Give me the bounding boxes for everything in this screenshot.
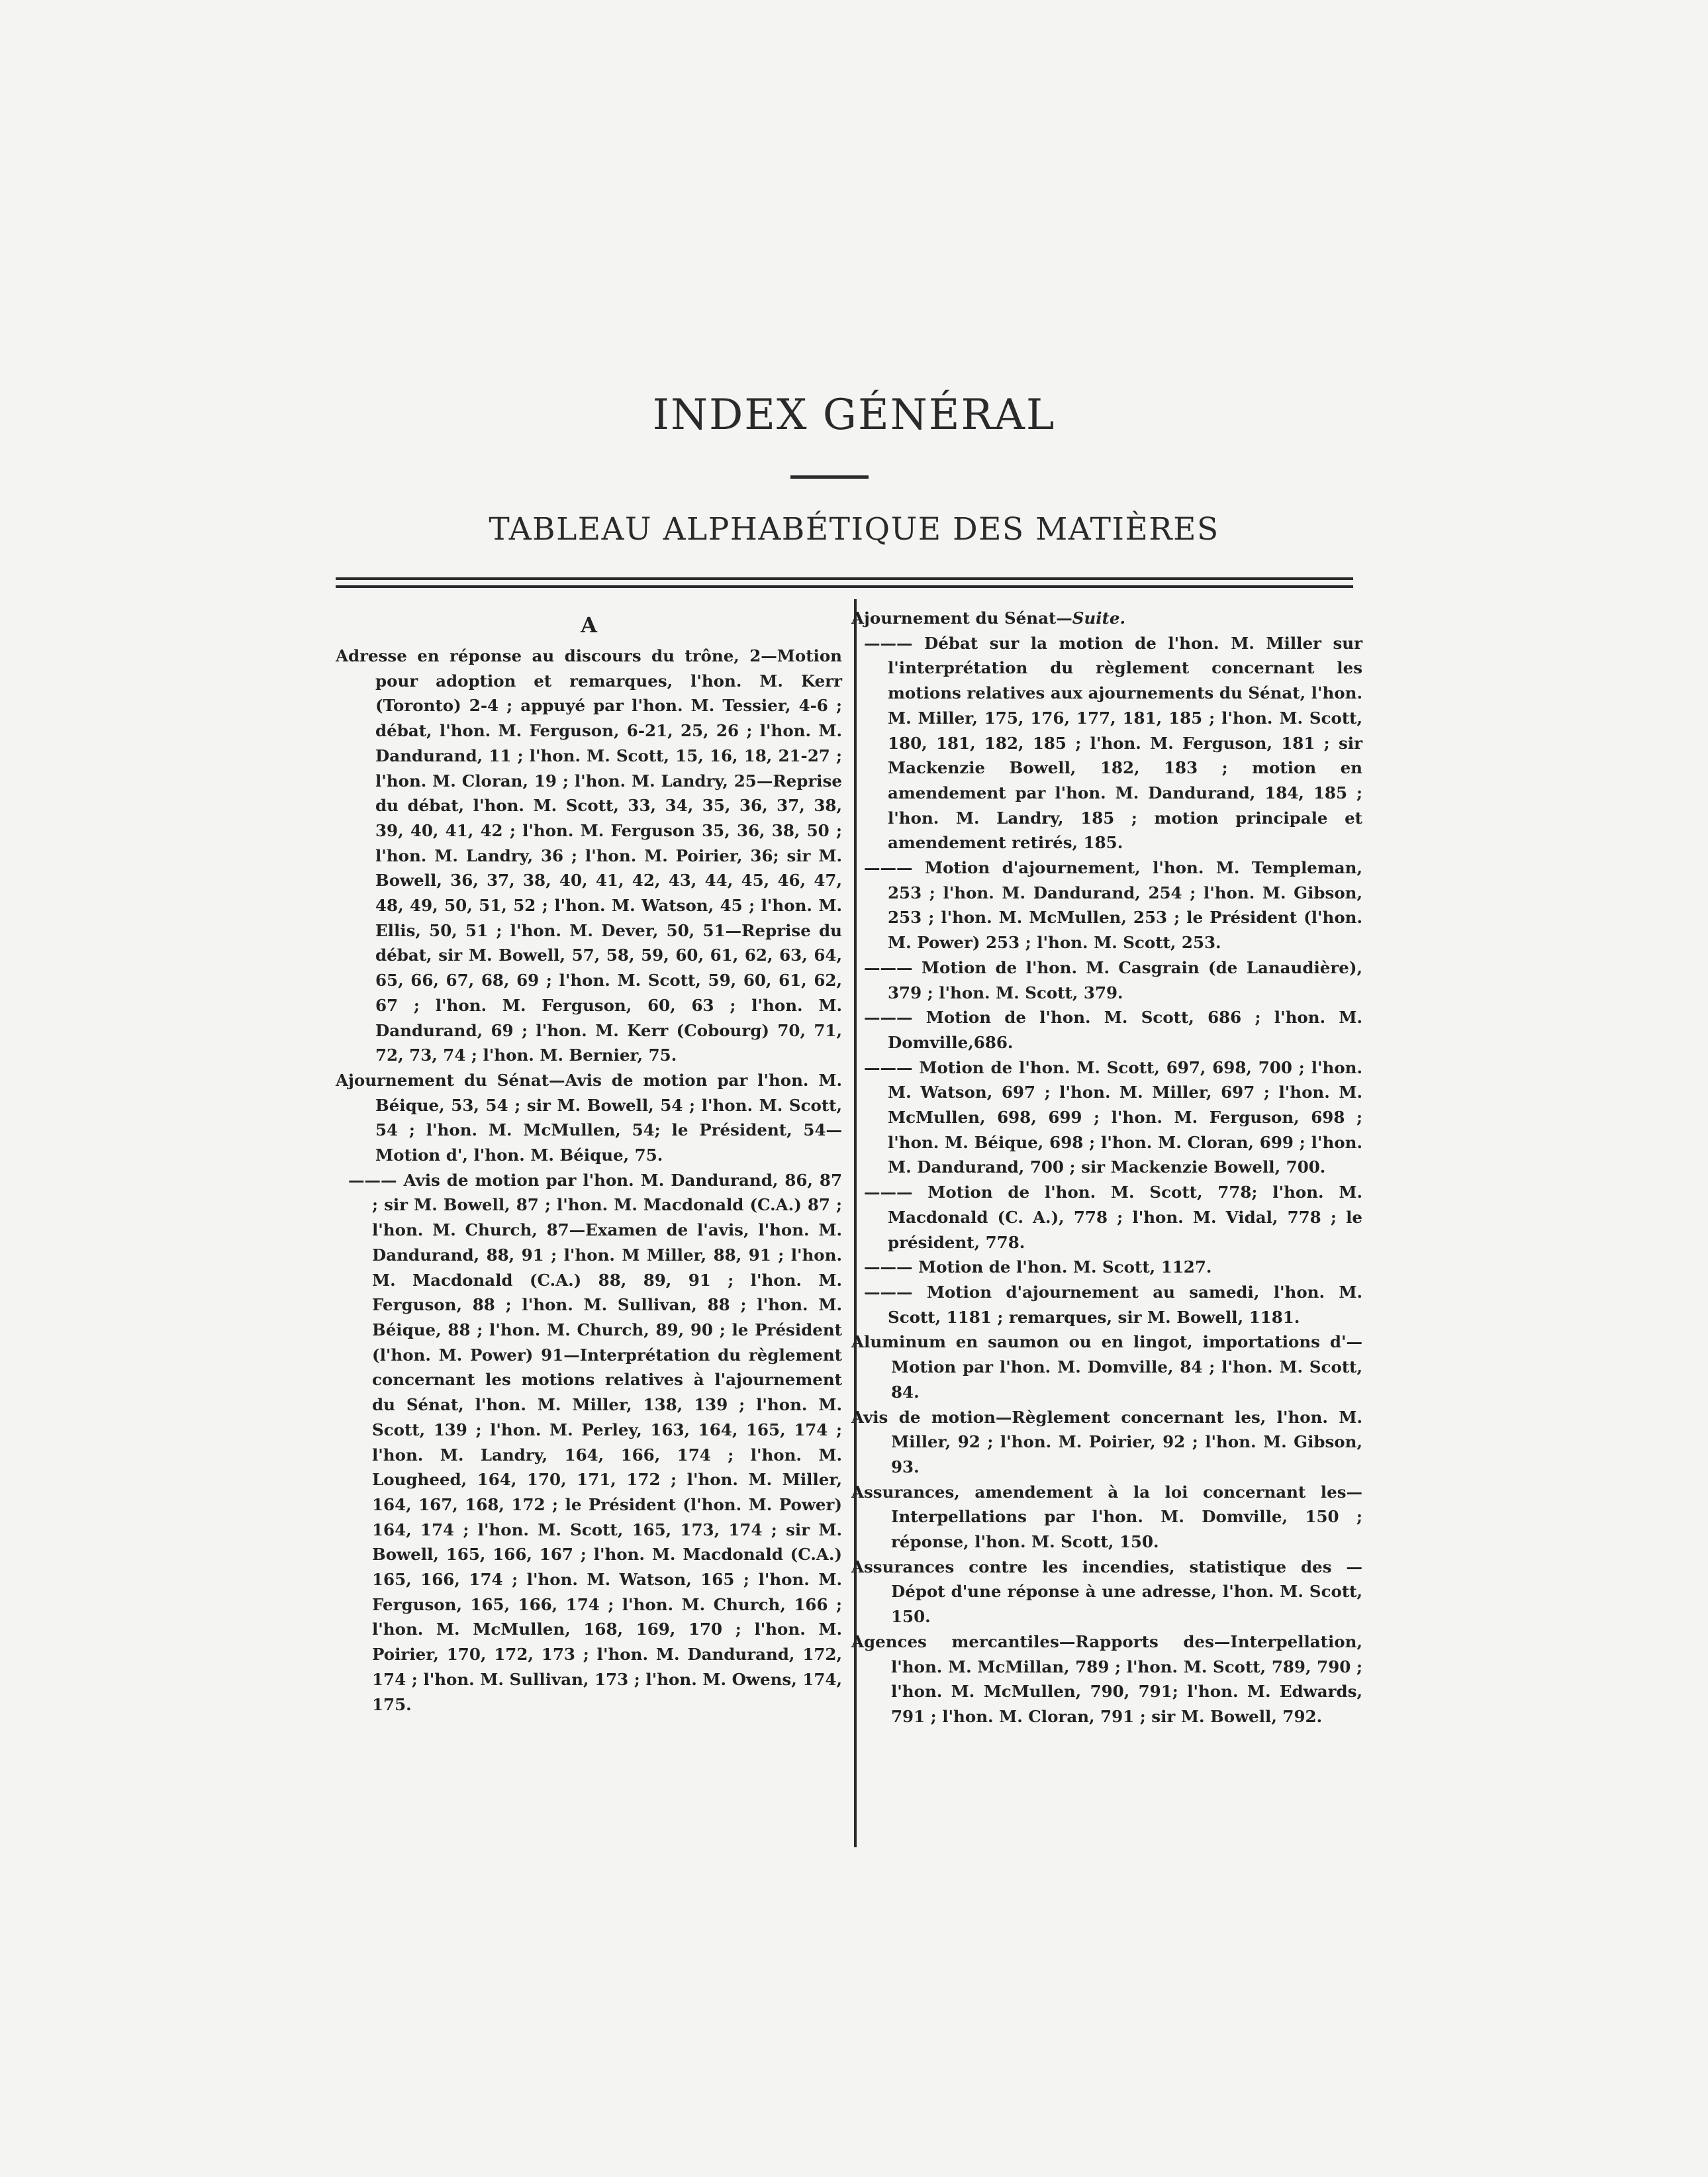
index-entry: Adresse en réponse au discours du trône, 2—Motion pour adoption et remarques, l'hon. M. Kerr (Toronto) 2-4 ; appuyé par l'hon. M. Tessier, 4-6 ; débat, l'hon. M. Ferguson, 6-21, 25, 26 ; l'hon. M. Dandurand, 11 ; l'hon. M. Scott, 15, 16, 18, 21-27 ; l'hon. M. Cloran, 19 ; l'hon. M. Landry, 25—Reprise du débat, l'hon. M. Scott, 33, 34, 35, 36, 37, 38, 39, 40, 41, 42 ; l'hon. M. Ferguson 35, 36, 38, 50 ; l'hon. M. Landry, 36 ; l'hon. M. Poirier, 36; sir M. Bowell, 36, 37, 38, 40, 41, 42, 43, 44, 45, 46, 47, 48, 49, 50, 51, 52 ; l'hon. M. Watson, 45 ; l'hon. M. Ellis, 50, 51 ; l'hon. M. Dever, 50, 51—Reprise du débat, sir M. Bowell, 57, 58, 59, 60, 61, 62, 63, 64, 65, 66, 67, 68, 69 ; l'hon. M. Scott, 59, 60, 61, 62, 67 ; l'hon. M. Ferguson, 60, 63 ; l'hon. M. Dandurand, 69 ; l'hon. M. Kerr (Cobourg) 70, 71, 72, 73, 74 ; l'hon. M. Bernier, 75. bbox=[336, 646, 842, 1065]
subentry-text: Débat sur la motion de l'hon. M. Miller sur l'interprétation du règlement concernant les motions relatives aux ajournements du Sénat, l'hon. M. Miller, 175, 176, 177, 181, 185 ; l'hon. M. Scott, 180, 181, 182, 185 ; l'hon. M. Ferguson, 181 ; sir Mackenzie Bowell, 182, 183 ; motion en amendement par l'hon. M. Dandurand, 184, 185 ; l'hon. M. Landry, 185 ; motion principale et amendement retirés, 185. bbox=[888, 633, 1362, 853]
index-entry: Agences mercantiles—Rapports des—Interpellation, l'hon. M. McMillan, 789 ; l'hon. M. Scott, 789, 790 ; l'hon. M. McMullen, 790, 791; l'hon. M. Edwards, 791 ; l'hon. M. Cloran, 791 ; sir M. Bowell, 792. bbox=[851, 1631, 1362, 1726]
subentry-text: Motion de l'hon. M. Scott, 697, 698, 700 ; l'hon. M. Watson, 697 ; l'hon. M. Miller, 697 ; l'hon. M. McMullen, 698, 699 ; l'hon. M. Ferguson, 698 ; l'hon. M. Béique, 698 ; l'hon. M. Cloran, 699 ; l'hon. M. Dandurand, 700 ; sir Mackenzie Bowell, 700. bbox=[888, 1057, 1363, 1177]
page-title: INDEX GÉNÉRAL bbox=[652, 391, 1056, 440]
index-subentry bbox=[851, 1005, 1362, 1055]
subentry-dash: ——— bbox=[864, 1008, 913, 1028]
subentry-dash: ——— bbox=[864, 858, 913, 878]
index-column-left bbox=[336, 609, 842, 1717]
index-subentry bbox=[851, 1055, 1362, 1181]
header-double-rule-bottom bbox=[336, 585, 1353, 588]
header-double-rule-top bbox=[336, 577, 1353, 580]
subentry-text: Motion de l'hon. M. Scott, 1127. bbox=[918, 1257, 1212, 1277]
index-subentry bbox=[851, 855, 1362, 955]
subentry-text: Motion d'ajournement au samedi, l'hon. M. Scott, 1181 ; remarques, sir M. Bowell, 1181. bbox=[888, 1282, 1363, 1327]
subentry-dash: ——— bbox=[864, 633, 913, 653]
continued-suffix: Suite. bbox=[1072, 608, 1126, 628]
subentry-dash: ——— bbox=[864, 1257, 913, 1277]
continued-heading bbox=[851, 606, 1362, 631]
index-entry: Ajournement du Sénat—Avis de motion par l'hon. M. Béique, 53, 54 ; sir M. Bowell, 54 ; l'hon. M. Scott, 54 ; l'hon. M. McMullen, 54; le Président, 54—Motion d', l'hon. M. Béique, 75. bbox=[336, 1070, 842, 1165]
subentry-dash: ——— bbox=[864, 1183, 913, 1202]
index-column-right bbox=[851, 606, 1362, 1729]
subentry-dash: ——— bbox=[864, 1057, 913, 1077]
subentry-text: Avis de motion par l'hon. M. Dandurand, 86, 87 ; sir M. Bowell, 87 ; l'hon. M. Macdonald (C.A.) 87 ; l'hon. M. Church, 87—Examen de l'avis, l'hon. M. Dandurand, 88, 91 ; l'hon. M Miller, 88, 91 ; l'hon. M. Macdonald (C.A.) 88, 89, 91 ; l'hon. M. Ferguson, 88 ; l'hon. M. Sullivan, 88 ; l'hon. M. Béique, 88 ; l'hon. M. Church, 89, 90 ; le Président (l'hon. M. Power) 91—Interprétation du règlement concernant les motions relatives à l'ajournement du Sénat, l'hon. M. Miller, 138, 139 ; l'hon. M. Scott, 139 ; l'hon. M. Perley, 163, 164, 165, 174 ; l'hon. M. Landry, 164, 166, 174 ; l'hon. M. Lougheed, 164, 170, 171, 172 ; l'hon. M. Miller, 164, 167, 168, 172 ; le Président (l'hon. M. Power) 164, 174 ; l'hon. M. Scott, 165, 173, 174 ; sir M. Bowell, 165, 166, 167 ; l'hon. M. Macdonald (C.A.) 165, 166, 174 ; l'hon. M. Watson, 165 ; l'hon. M. Ferguson, 165, 166, 174 ; l'hon. M. Church, 166 ; l'hon. M. McMullen, 168, 169, 170 ; l'hon. M. Poirier, 170, 172, 173 ; l'hon. M. Dandurand, 172, 174 ; l'hon. M. Sullivan, 173 ; l'hon. M. Owens, 174, 175. bbox=[372, 1170, 842, 1714]
index-subentry bbox=[851, 1180, 1362, 1255]
section-letter: A bbox=[581, 612, 597, 638]
title-rule bbox=[790, 475, 869, 479]
index-subentry bbox=[336, 1168, 842, 1717]
subentry-text: Motion de l'hon. M. Scott, 778; l'hon. M. Macdonald (C. A.), 778 ; l'hon. M. Vidal, 778 ; le président, 778. bbox=[888, 1183, 1363, 1252]
page-subtitle: TABLEAU ALPHABÉTIQUE DES MATIÈRES bbox=[489, 511, 1219, 548]
continued-heading-text: Ajournement du Sénat— bbox=[851, 608, 1072, 628]
index-entry: Aluminum en saumon ou en lingot, importations d'—Motion par l'hon. M. Domville, 84 ; l'hon. M. Scott, 84. bbox=[851, 1332, 1362, 1402]
subentry-dash: ——— bbox=[864, 957, 913, 977]
index-entry: Avis de motion—Règlement concernant les, l'hon. M. Miller, 92 ; l'hon. M. Poirier, 92 ; l'hon. M. Gibson, 93. bbox=[851, 1407, 1362, 1476]
subentry-text: Motion de l'hon. M. Scott, 686 ; l'hon. M. Domville,686. bbox=[888, 1008, 1363, 1052]
subentry-text: Motion de l'hon. M. Casgrain (de Lanaudière), 379 ; l'hon. M. Scott, 379. bbox=[888, 957, 1362, 1002]
index-subentry bbox=[851, 631, 1362, 855]
index-entry: Assurances, amendement à la loi concernant les—Interpellations par l'hon. M. Domville, 150 ; réponse, l'hon. M. Scott, 150. bbox=[851, 1482, 1362, 1552]
index-subentry bbox=[851, 1255, 1362, 1280]
subentry-dash: ——— bbox=[348, 1170, 397, 1190]
index-subentry bbox=[851, 1280, 1362, 1330]
index-subentry bbox=[851, 955, 1362, 1005]
subentry-text: Motion d'ajournement, l'hon. M. Templeman, 253 ; l'hon. M. Dandurand, 254 ; l'hon. M. Gibson, 253 ; l'hon. M. McMullen, 253 ; le Président (l'hon. M. Power) 253 ; l'hon. M. Scott, 253. bbox=[888, 858, 1363, 953]
index-entry: Assurances contre les incendies, statistique des —Dépot d'une réponse à une adresse, l'hon. M. Scott, 150. bbox=[851, 1557, 1362, 1627]
subentry-dash: ——— bbox=[864, 1282, 913, 1302]
